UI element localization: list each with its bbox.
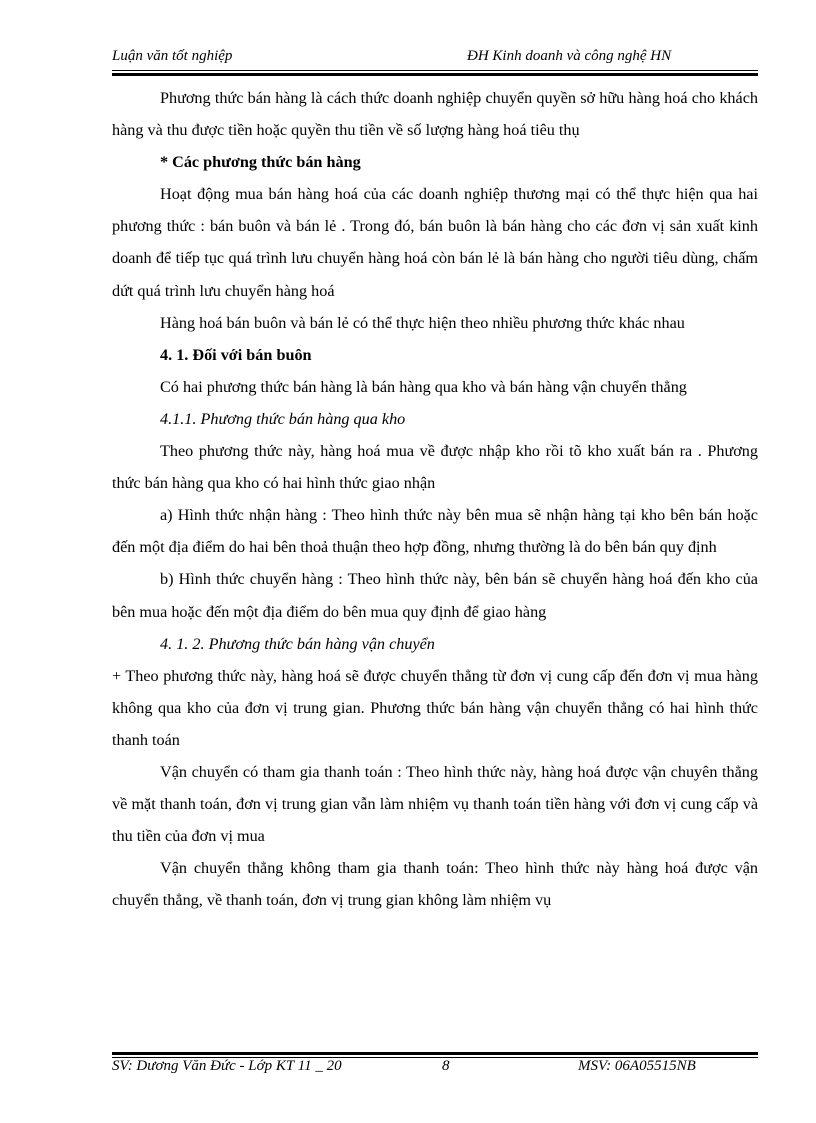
paragraph: Hoạt động mua bán hàng hoá của các doanh nghiệp thương mại có thể thực hiện qua hai phương thức : bán buôn và bán lẻ . Trong đó, bán buôn là bán hàng cho các đơn vị sản xuất kinh doanh để tiếp tục quá trình lưu chuyển hàng hoá còn bán lẻ là bán hàng cho người tiêu dùng, chấm dứt quá trình lưu chuyển hàng hoá [112,185,758,300]
subsection-heading: 4. 1. 2. Phương thức bán hàng vận chuyển [160,634,435,653]
section-heading: 4. 1. Đối với bán buôn [160,345,312,364]
paragraph: b) Hình thức chuyển hàng : Theo hình thức này, bên bán sẽ chuyển hàng hoá đến kho của bên mua hoặc đến một địa điểm do bên mua quy định để giao hàng [112,570,758,621]
paragraph: Vận chuyển có tham gia thanh toán : Theo hình thức này, hàng hoá được vận chuyên thẳng về mặt thanh toán, đơn vị trung gian vẫn làm nhiệm vụ thanh toán tiền hàng với đơn vị cung cấp và thu tiền của đơn vị mua [112,762,758,846]
paragraph: Phương thức bán hàng là cách thức doanh nghiệp chuyển quyền sở hữu hàng hoá cho khách hàng và thu được tiền hoặc quyền thu tiền về số lượng hàng hoá tiêu thụ [112,89,758,140]
paragraph: + Theo phương thức này, hàng hoá sẽ được chuyển thẳng từ đơn vị cung cấp đến đơn vị mua hàng không qua kho của đơn vị trung gian. Phương thức bán hàng vận chuyển thẳng có hai hình thức thanh toán [112,666,758,749]
header-university: ĐH Kinh doanh và công nghệ HN [467,48,672,64]
page-header [112,48,758,70]
paragraph: Có hai phương thức bán hàng là bán hàng qua kho và bán hàng vận chuyển thẳng [160,377,687,396]
page-footer [112,1058,758,1078]
body-text [112,82,758,916]
page-number: 8 [442,1058,450,1074]
footer-student: SV: Dương Văn Đức - Lớp KT 11 _ 20 [112,1058,342,1074]
paragraph: Theo phương thức này, hàng hoá mua về được nhập kho rồi tõ kho xuất bán ra . Phương thức bán hàng qua kho có hai hình thức giao nhận [112,442,758,493]
footer-student-id: MSV: 06A05515NB [578,1058,696,1074]
section-heading: * Các phương thức bán hàng [160,153,361,172]
header-divider [112,70,758,76]
paragraph: Vận chuyển thẳng không tham gia thanh toán: Theo hình thức này hàng hoá được vận chuyển thẳng, về thanh toán, đơn vị trung gian không làm nhiệm vụ [112,859,758,910]
header-thesis-title: Luận văn tốt nghiệp [112,48,233,64]
paragraph: Hàng hoá bán buôn và bán lẻ có thể thực hiện theo nhiều phương thức khác nhau [160,313,685,332]
paragraph: a) Hình thức nhận hàng : Theo hình thức này bên mua sẽ nhận hàng tại kho bên bán hoặc đến một địa điểm do hai bên thoả thuận theo hợp đồng, nhưng thường là do bên bán quy định [112,506,758,557]
subsection-heading: 4.1.1. Phương thức bán hàng qua kho [160,409,406,428]
